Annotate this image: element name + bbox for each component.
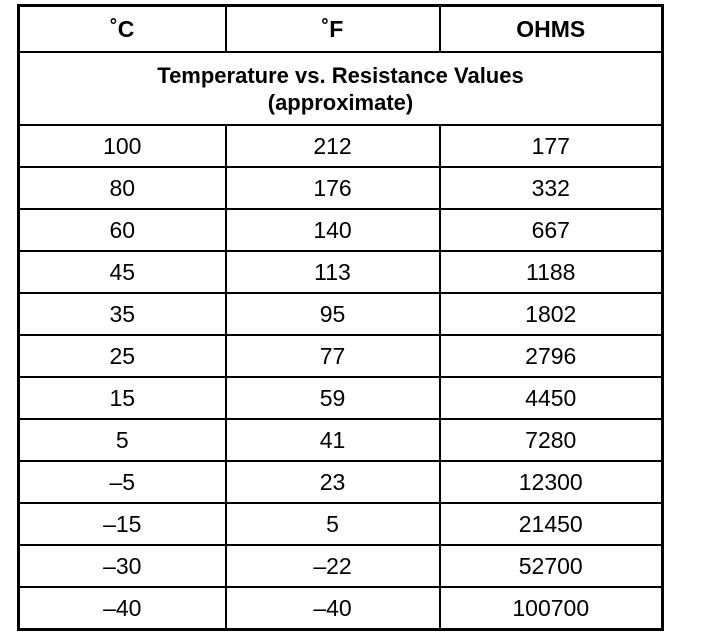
- table-row: [19, 461, 663, 503]
- fahrenheit-cell: –22: [226, 545, 440, 587]
- table-title-line-2: (approximate): [267, 89, 414, 115]
- celsius-cell: 25: [19, 335, 226, 377]
- celsius-cell: 45: [19, 251, 226, 293]
- temperature-resistance-table: [17, 4, 664, 631]
- resistance-table-container: [17, 4, 664, 631]
- ohms-cell: 667: [440, 209, 663, 251]
- table-row: [19, 419, 663, 461]
- ohms-cell: 52700: [440, 545, 663, 587]
- fahrenheit-cell: 41: [226, 419, 440, 461]
- ohms-cell: 2796: [440, 335, 663, 377]
- celsius-cell: 60: [19, 209, 226, 251]
- table-row: [19, 293, 663, 335]
- table-row: [19, 503, 663, 545]
- table-row: [19, 125, 663, 167]
- header-fahrenheit: ˚F: [226, 6, 440, 53]
- celsius-cell: 100: [19, 125, 226, 167]
- table-title: [19, 52, 663, 125]
- fahrenheit-cell: 5: [226, 503, 440, 545]
- celsius-cell: 15: [19, 377, 226, 419]
- header-ohms: OHMS: [440, 6, 663, 53]
- ohms-cell: 21450: [440, 503, 663, 545]
- ohms-cell: 100700: [440, 587, 663, 630]
- ohms-cell: 4450: [440, 377, 663, 419]
- celsius-cell: –40: [19, 587, 226, 630]
- fahrenheit-cell: 140: [226, 209, 440, 251]
- fahrenheit-cell: 113: [226, 251, 440, 293]
- ohms-cell: 332: [440, 167, 663, 209]
- header-celsius: ˚C: [19, 6, 226, 53]
- table-row: [19, 167, 663, 209]
- ohms-cell: 7280: [440, 419, 663, 461]
- table-row: [19, 209, 663, 251]
- ohms-cell: 1188: [440, 251, 663, 293]
- celsius-cell: 35: [19, 293, 226, 335]
- celsius-cell: –15: [19, 503, 226, 545]
- fahrenheit-cell: –40: [226, 587, 440, 630]
- fahrenheit-cell: 176: [226, 167, 440, 209]
- table-row: [19, 587, 663, 630]
- fahrenheit-cell: 59: [226, 377, 440, 419]
- fahrenheit-cell: 23: [226, 461, 440, 503]
- table-row: [19, 377, 663, 419]
- fahrenheit-cell: 77: [226, 335, 440, 377]
- ohms-cell: 1802: [440, 293, 663, 335]
- fahrenheit-cell: 212: [226, 125, 440, 167]
- fahrenheit-cell: 95: [226, 293, 440, 335]
- table-title-line-1: Temperature vs. Resistance Values: [157, 62, 524, 88]
- celsius-cell: –30: [19, 545, 226, 587]
- ohms-cell: 177: [440, 125, 663, 167]
- table-row: [19, 251, 663, 293]
- table-row: [19, 335, 663, 377]
- celsius-cell: 5: [19, 419, 226, 461]
- header-row: [19, 6, 663, 53]
- celsius-cell: –5: [19, 461, 226, 503]
- ohms-cell: 12300: [440, 461, 663, 503]
- title-row: [19, 52, 663, 125]
- table-row: [19, 545, 663, 587]
- celsius-cell: 80: [19, 167, 226, 209]
